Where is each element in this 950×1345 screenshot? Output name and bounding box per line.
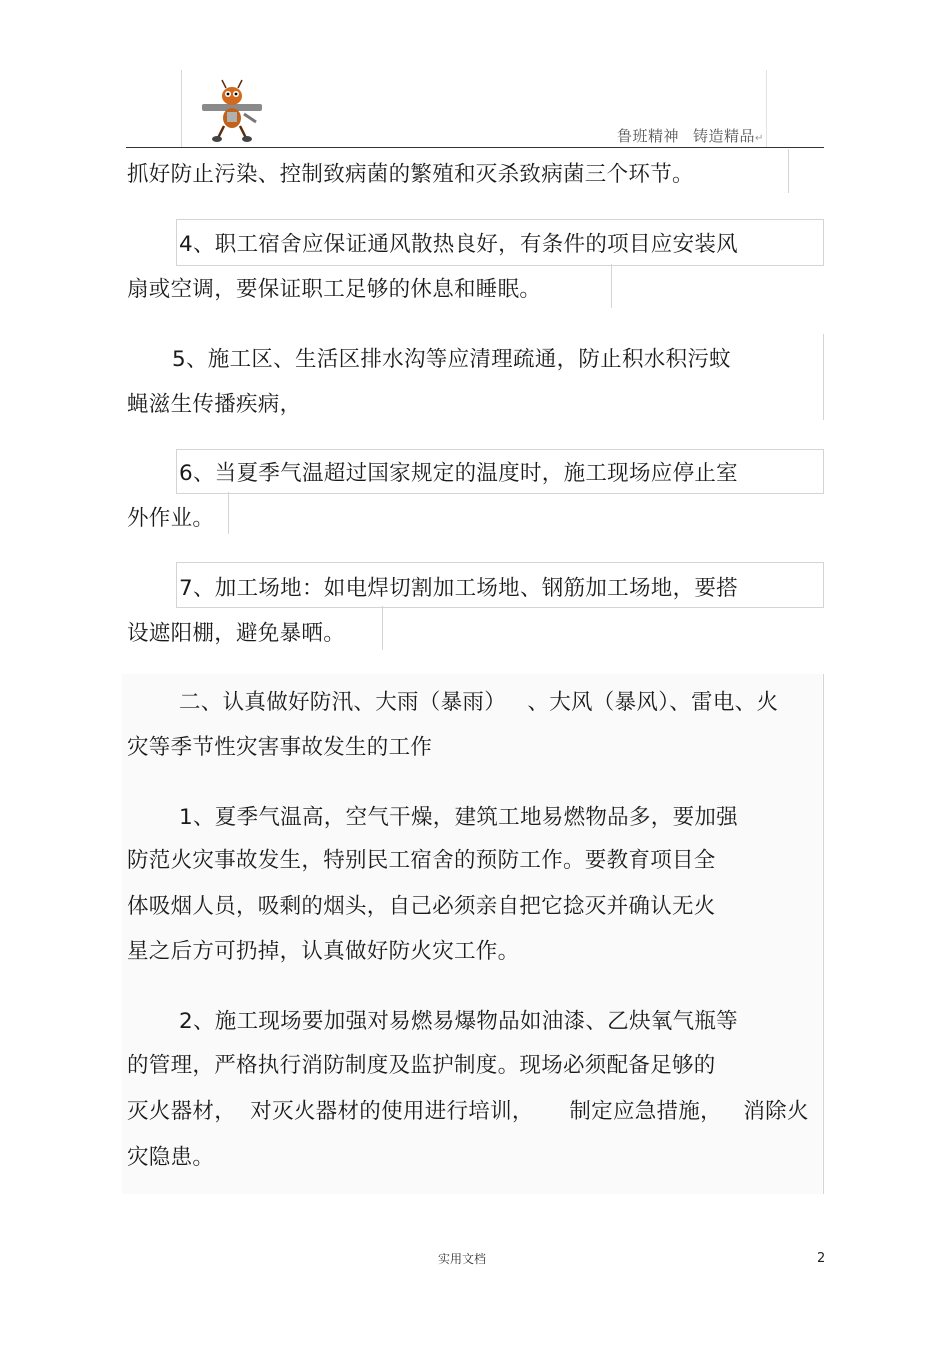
text-line: 2、施工现场要加强对易燃易爆物品如油漆、乙炔氧气瓶等	[179, 1009, 738, 1034]
text-line: 4、职工宿舍应保证通风散热良好，有条件的项目应安装风	[179, 232, 738, 257]
frame-line	[788, 149, 789, 193]
text-line: 防范火灾事故发生，特别民工宿舍的预防工作。要教育项目全	[127, 848, 716, 873]
text-line: 7、加工场地：如电焊切割加工场地、钢筋加工场地，要搭	[179, 576, 738, 601]
text-line: 体吸烟人员，吸剩的烟头，自己必须亲自把它捻灭并确认无火	[127, 894, 716, 919]
text-line: 外作业。	[127, 506, 215, 531]
text-line: 设遮阳棚，避免暴晒。	[127, 621, 346, 646]
frame-line	[382, 606, 383, 650]
text-line: 二、认真做好防汛、大雨（暴雨） 、大风（暴风）、雷电、火	[179, 690, 779, 715]
text-line: 5、施工区、生活区排水沟等应清理疏通，防止积水积污蚊	[172, 347, 731, 372]
slogan-left: 鲁班精神	[617, 127, 680, 145]
frame-line	[823, 334, 824, 420]
ant-mascot-icon	[200, 74, 264, 144]
frame-line	[611, 264, 612, 308]
text-line: 扇或空调，要保证职工足够的休息和睡眠。	[127, 277, 542, 302]
text-line: 灾隐患。	[127, 1145, 215, 1170]
footer-label: 实用文档	[438, 1252, 487, 1266]
header-slogan: 鲁班精神 铸造精品↵	[617, 127, 764, 145]
text-line: 6、当夏季气温超过国家规定的温度时，施工现场应停止室	[179, 461, 738, 486]
text-line: 蝇滋生传播疾病，	[127, 392, 302, 417]
header-rule	[126, 147, 824, 148]
text-line: 1、夏季气温高，空气干燥，建筑工地易燃物品多，要加强	[179, 805, 738, 830]
page-number: 2	[817, 1251, 826, 1266]
text-line: 灾等季节性灾害事故发生的工作	[127, 735, 433, 760]
frame-line	[823, 674, 824, 1194]
text-line: 灭火器材， 对灭火器材的使用进行培训， 制定应急措施， 消除火	[127, 1099, 809, 1124]
slogan-right: 铸造精品	[693, 127, 756, 145]
text-line: 星之后方可扔掉，认真做好防火灾工作。	[127, 939, 520, 964]
text-line: 抓好防止污染、控制致病菌的繁殖和灭杀致病菌三个环节。	[127, 162, 694, 187]
text-line: 的管理，严格执行消防制度及监护制度。现场必须配备足够的	[127, 1053, 716, 1078]
